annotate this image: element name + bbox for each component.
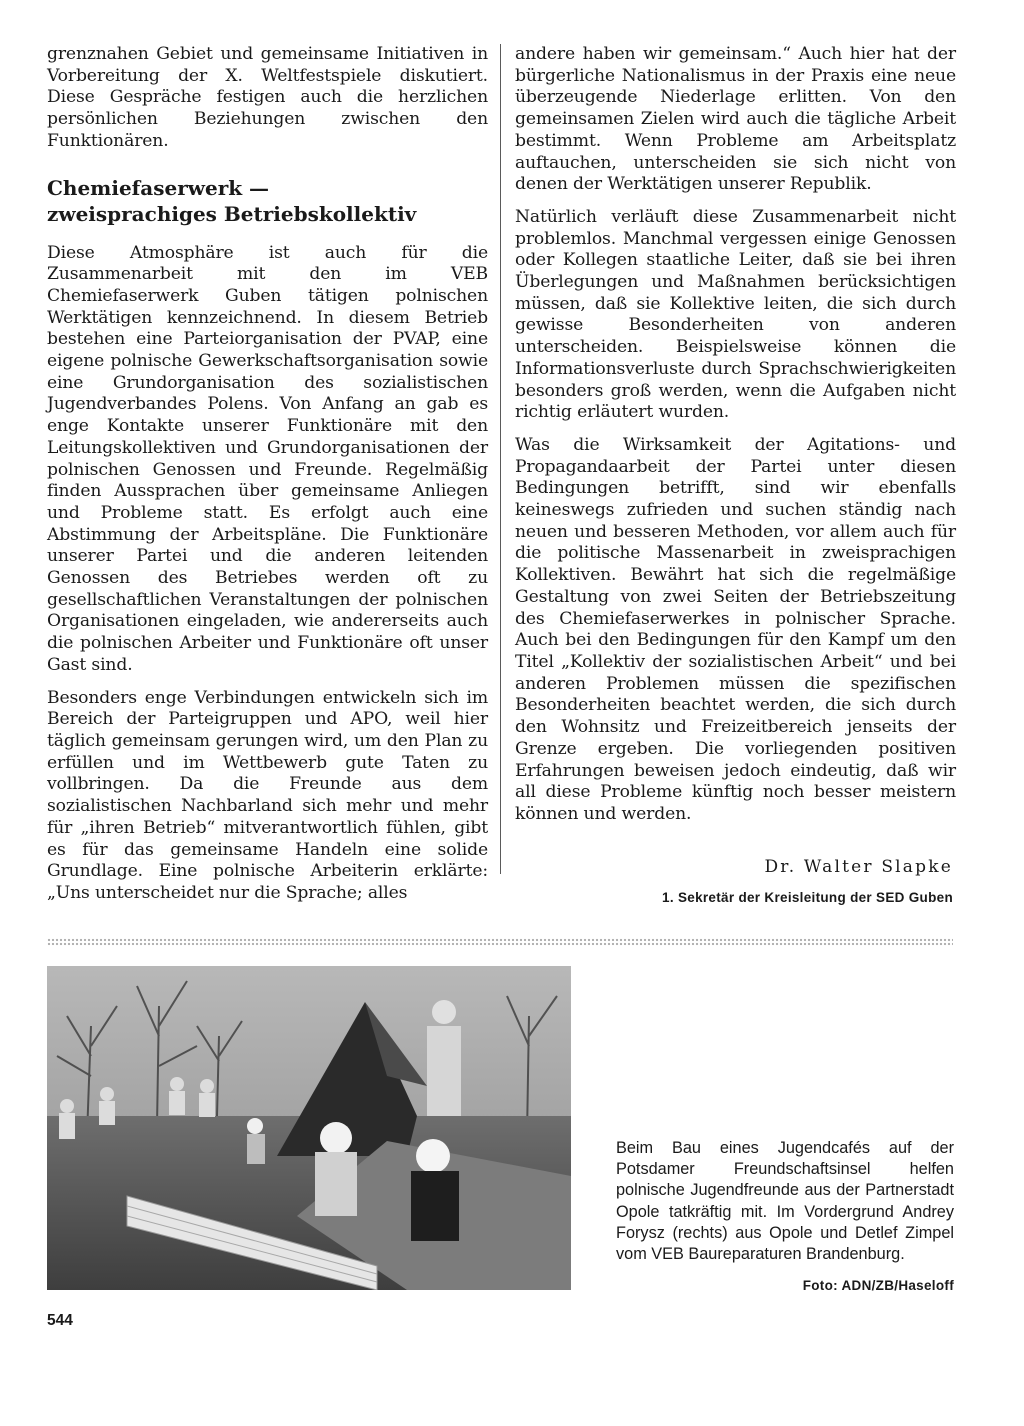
left-paragraph-2: Diese Atmosphäre ist auch für die Zusammenarbeit mit den im VEB Chemiefaserwerk Guben tätigen polnischen Werktätigen kennzeichnend. In diesem Betrieb bestehen eine Parteiorganisation der PVAP, eine eigene polnische Gewerkschaftsorganisation sowie eine Grundorganisation des sozialistischen Jugendverbandes Polens. Von Anfang an gab es enge Kontakte unserer Funktionäre mit den Leitungskollektiven und Grundorganisationen der polnischen Genossen und Freunde. Regelmäßig finden Aussprachen über gemeinsame Anliegen und Probleme statt. Es erfolgt auch eine Abstimmung der Arbeitspläne. Die Funktionäre unserer Partei und die anderen leitenden Genossen des Betriebes werden oft zu gesellschaftlichen Veranstaltungen der polnischen Organisationen eingeladen, wie andererseits auch die polnischen Arbeiter und Funktionäre oft unser Gast sind.: [47, 242, 488, 675]
right-paragraph-1: andere haben wir gemeinsam.“ Auch hier hat der bürgerliche Nationalismus in der Praxis eine neue überzeugende Niederlage erlitten. Von den gemeinsamen Zielen wird auch die tägliche Arbeit bestimmt. Wenn Probleme am Arbeitsplatz auftauchen, unterscheiden sie sich nicht von denen der Werktätigen unserer Republik.: [515, 44, 956, 195]
photo-credit: Foto: ADN/ZB/Haseloff: [802, 1278, 954, 1293]
section-heading-line-2: zweisprachiges Betriebskollektiv: [47, 201, 417, 226]
right-paragraph-2: Natürlich verläuft diese Zusammenarbeit nicht problemlos. Manchmal vergessen einige Genossen oder Kollegen staatliche Leiter, daß sie bei ihren Überlegungen und Maßnahmen berücksichtigen müssen, daß sie Kollektive leiten, die sich durch gewisse Besonderheiten von anderen unterscheiden. Beispielsweise können die Informationsverluste durch Sprachschwierigkeiten besonders groß werden, wenn die Aufgaben nicht richtig erläutert wurden.: [515, 206, 956, 423]
right-paragraph-3: Was die Wirksamkeit der Agitations- und Propagandaarbeit der Partei unter diesen Bedingungen betrifft, sind wir ebenfalls keineswegs zufrieden und suchen ständig nach neuen und besseren Methoden, vor allem auch für die politische Massenarbeit in zweisprachigen Kollektiven. Bewährt hat sich die regelmäßige Gestaltung von zwei Seiten der Betriebszeitung des Chemiefaserwerkes in polnischer Sprache. Auch bei den Bedingungen für den Kampf um den Titel „Kollektiv der sozialistischen Arbeit“ und bei anderen Problemen müssen die spezifischen Besonderheiten beachtet werden, die sich durch den Wohnsitz und Freizeitbereich jenseits der Grenze ergeben. Die vorliegenden positiven Erfahrungen beweisen jedoch eindeutig, daß wir all diese Probleme künftig noch besser meistern können und werden.: [515, 434, 956, 824]
dotted-separator: [47, 938, 953, 946]
section-heading-line-1: Chemiefaserwerk —: [47, 175, 270, 200]
left-paragraph-3: Besonders enge Verbindungen entwickeln sich im Bereich der Parteigruppen und APO, weil hier täglich gemeinsam gerungen wird, um den Plan zu erfüllen und im Wettbewerb gute Taten zu vollbringen. Da die Freunde aus dem sozialistischen Nachbarland sich mehr und mehr für „ihren Betrieb“ mitverantwortlich fühlen, gibt es für das gemeinsame Handeln eine solide Grundlage. Eine polnische Arbeiterin erklärte: „Uns unterscheidet nur die Sprache; alles: [47, 687, 488, 903]
photo-caption: Beim Bau eines Jugendcafés auf der Potsdamer Freundschaftsinsel helfen polnische Jugendfreunde aus der Partnerstadt Opole tatkräftig mit. Im Vordergrund Andrey Forysz (rechts) aus Opole und Detlef Zimpel vom VEB Baureparaturen Brandenburg.: [616, 1139, 954, 1264]
left-column: [47, 44, 488, 916]
section-heading: [47, 175, 488, 227]
column-divider: [500, 44, 501, 874]
page-number: 544: [47, 1312, 73, 1329]
construction-photo: [47, 966, 571, 1290]
right-column: [515, 44, 956, 837]
photo-illustration: [47, 966, 571, 1290]
left-paragraph-1: grenznahen Gebiet und gemeinsame Initiativen in Vorbereitung der X. Weltfestspiele diskutiert. Diese Gespräche festigen auch die herzlichen persönlichen Beziehungen zwischen den Funktionären.: [47, 44, 488, 151]
author-role: 1. Sekretär der Kreisleitung der SED Guben: [662, 890, 953, 905]
author-block: [515, 856, 953, 908]
author-name: Dr. Walter Slapke: [764, 857, 953, 877]
